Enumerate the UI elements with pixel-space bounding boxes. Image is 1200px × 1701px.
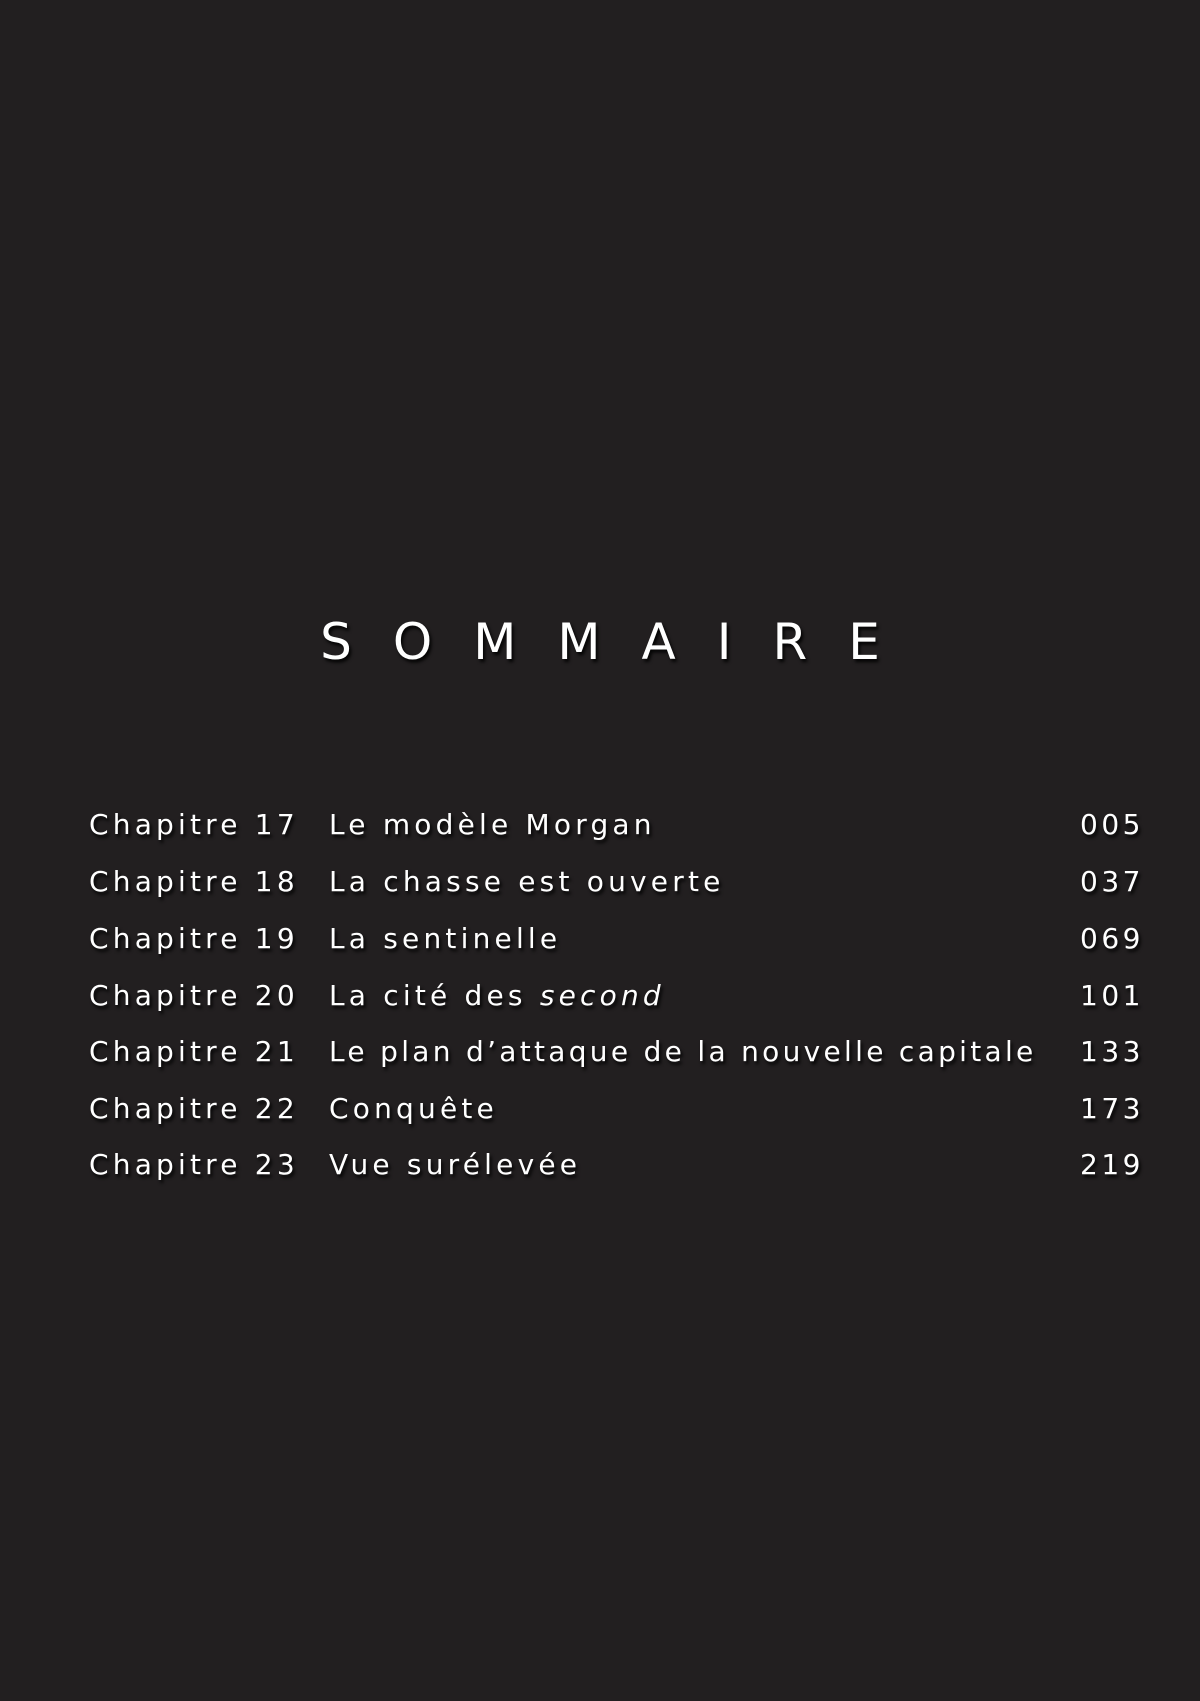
toc-entry[interactable] [0, 805, 1200, 845]
page-number: 133 [1080, 1035, 1144, 1068]
chapter-title [329, 1089, 498, 1129]
page-title: SOMMAIRE [320, 613, 921, 671]
chapter-number: Chapitre 20 [89, 979, 299, 1012]
toc-entry[interactable] [0, 919, 1200, 959]
chapter-title-text: Le modèle Morgan [329, 808, 656, 841]
chapter-number: Chapitre 18 [89, 865, 299, 898]
chapter-title [329, 919, 561, 959]
toc-entry[interactable] [0, 976, 1200, 1016]
chapter-title-text: Le plan d’attaque de la nouvelle capitale [329, 1035, 1037, 1068]
chapter-number: Chapitre 17 [89, 808, 299, 841]
chapter-number: Chapitre 22 [89, 1092, 299, 1125]
chapter-number: Chapitre 19 [89, 922, 299, 955]
chapter-title [329, 1145, 581, 1185]
chapter-title [329, 1032, 1037, 1072]
page-number: 069 [1080, 922, 1144, 955]
chapter-title [329, 862, 725, 902]
chapter-title [329, 976, 665, 1016]
chapter-number: Chapitre 21 [89, 1035, 299, 1068]
page-number: 173 [1080, 1092, 1144, 1125]
toc-entry[interactable] [0, 1089, 1200, 1129]
chapter-title-text: Vue surélevée [329, 1148, 582, 1181]
chapter-title [329, 805, 656, 845]
chapter-title-text: La chasse est ouverte [329, 865, 725, 898]
page-number: 219 [1080, 1148, 1144, 1181]
chapter-title-text: Conquête [329, 1092, 498, 1125]
page-number: 037 [1080, 865, 1144, 898]
page-number: 005 [1080, 808, 1144, 841]
toc-entry[interactable] [0, 862, 1200, 902]
chapter-title-text: La cité des [329, 979, 540, 1012]
chapter-number: Chapitre 23 [89, 1148, 299, 1181]
page-number: 101 [1080, 979, 1144, 1012]
chapter-title-emphasis: second [539, 979, 665, 1012]
toc-entry[interactable] [0, 1032, 1200, 1072]
toc-entry[interactable] [0, 1145, 1200, 1185]
chapter-title-text: La sentinelle [329, 922, 562, 955]
